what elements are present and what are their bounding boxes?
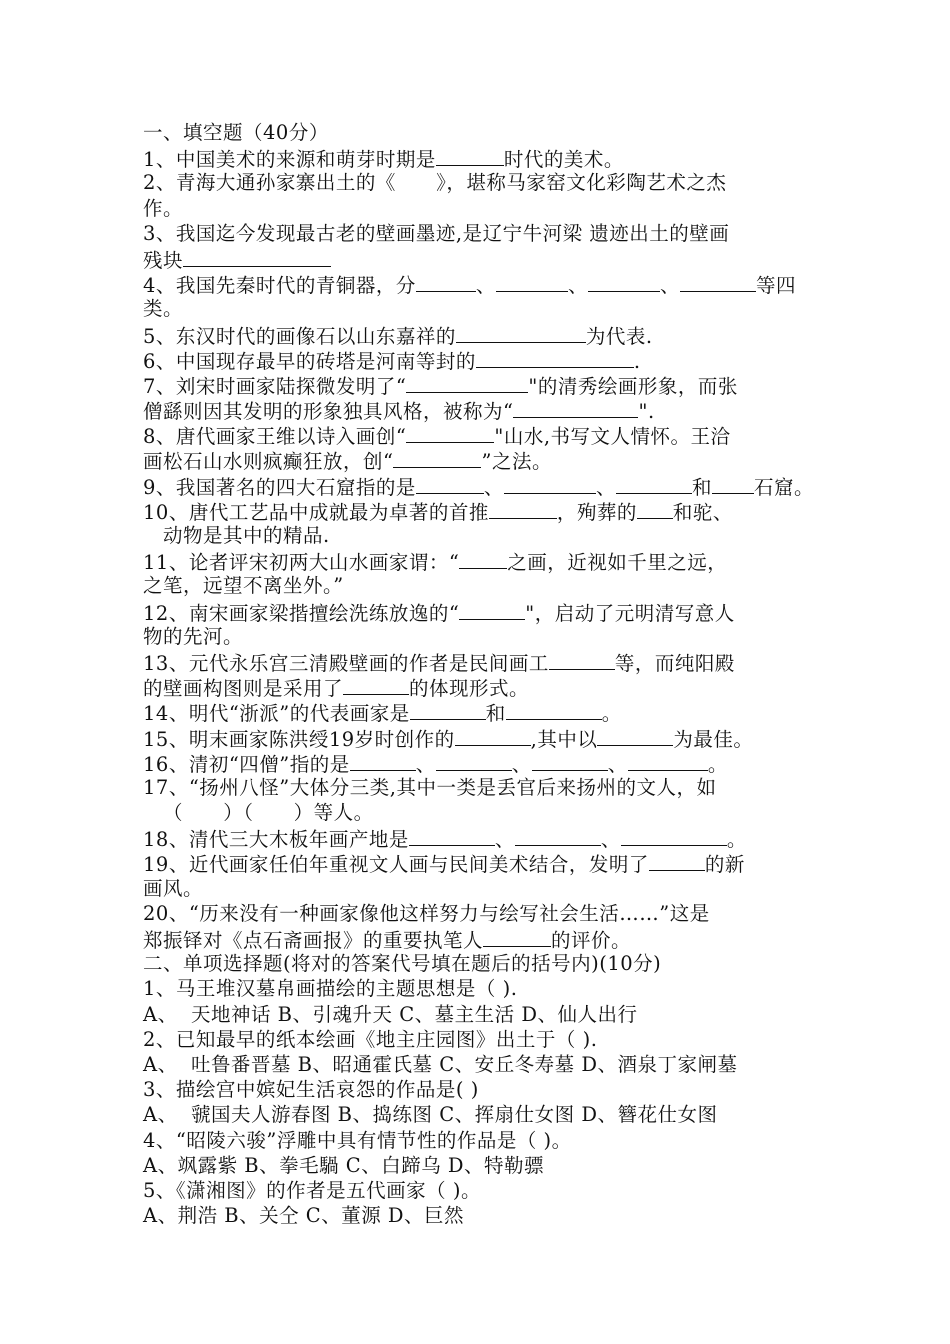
line-text-continued: 。 (707, 752, 728, 776)
answer-blank[interactable] (680, 271, 756, 292)
line-text-continued: 、 (494, 828, 515, 852)
question-line (143, 825, 809, 850)
answer-blank[interactable] (456, 322, 586, 343)
line-text: 作。 (143, 196, 184, 220)
line-text: 4、“昭陵六骏”浮雕中具有情节性的作品是（ )。 (143, 1128, 572, 1152)
line-text-continued: 、 (475, 274, 496, 298)
line-text-continued: 、 (483, 475, 504, 499)
question-line (143, 1052, 809, 1077)
line-text: 画松石山水则疯癫狂放，创“ (143, 450, 394, 474)
line-text: 20、“历来没有一种画家像他这样努力与绘写社会生活……”这是 (143, 901, 710, 925)
answer-blank[interactable] (515, 825, 601, 846)
question-line (143, 322, 809, 347)
line-text: A、 天地神话 B、引魂升天 C、墓主生活 D、仙人出行 (143, 1002, 638, 1026)
answer-blank[interactable] (513, 397, 638, 418)
question-line (143, 1002, 809, 1027)
line-text: 物的先河。 (143, 624, 244, 648)
line-text: A、 吐鲁番晋墓 B、昭通霍氏墓 C、安丘冬寿墓 D、酒泉丁家闸墓 (143, 1052, 738, 1076)
line-text-continued: 时代的美术。 (503, 148, 624, 172)
question-line (143, 548, 809, 573)
answer-blank[interactable] (350, 750, 416, 771)
question-line (143, 699, 809, 724)
answer-blank[interactable] (406, 422, 494, 443)
line-text: 8、唐代画家王维以诗入画创“ (143, 425, 407, 449)
question-line (143, 800, 809, 825)
line-text-continued: 。 (726, 828, 747, 852)
answer-blank[interactable] (409, 825, 495, 846)
line-text-continued: 、 (595, 475, 616, 499)
line-text-continued: 、 (511, 752, 532, 776)
question-line (143, 725, 809, 750)
line-text: 11、论者评宋初两大山水画家谓：“ (143, 551, 460, 575)
question-line (143, 1128, 809, 1153)
line-text: 15、明末画家陈洪绶19岁时创作的 (143, 727, 455, 751)
exam-page (143, 120, 814, 1228)
question-line (143, 573, 809, 598)
line-text-continued: 、 (567, 274, 588, 298)
question-line (143, 1153, 809, 1178)
line-text: 4、我国先秦时代的青铜器，分 (143, 274, 416, 298)
answer-blank[interactable] (506, 699, 602, 720)
line-text: 类。 (143, 297, 184, 321)
question-line (143, 246, 809, 271)
question-line (143, 447, 809, 472)
question-line (143, 170, 809, 195)
line-text: 3、我国迄今发现最古老的壁画墨迹,是辽宁牛河梁 遗迹出土的壁画 (143, 221, 730, 245)
line-text: 2、青海大通孙家寨出土的《 》，堪称马家窑文化彩陶艺术之杰 (143, 171, 727, 195)
answer-blank[interactable] (436, 145, 504, 166)
question-line (143, 1077, 809, 1102)
question-line (143, 901, 809, 926)
question-line (143, 674, 809, 699)
answer-blank[interactable] (637, 498, 673, 519)
question-line (143, 876, 809, 901)
question-line (143, 750, 809, 775)
answer-blank[interactable] (436, 750, 512, 771)
question-line (143, 196, 809, 221)
line-text: 13、元代永乐宫三清殿壁画的作者是民间画工 (143, 651, 549, 675)
question-line (143, 120, 809, 145)
line-text-continued: 、 (600, 828, 621, 852)
line-text: 二、单项选择题(将对的答案代号填在题后的括号内)(10分) (143, 952, 662, 976)
answer-blank[interactable] (416, 271, 476, 292)
answer-blank[interactable] (410, 699, 486, 720)
line-text: 16、清初“四僧”指的是 (143, 752, 350, 776)
question-line (143, 296, 809, 321)
line-text-continued: 的体现形式。 (409, 677, 530, 701)
line-text: A、飒露紫 B、拳毛騧 C、白蹄乌 D、特勒骠 (143, 1153, 545, 1177)
line-text-continued: 之画，近视如千里之远， (507, 551, 728, 575)
line-text: 一、填空题（40分） (143, 121, 329, 144)
line-text: 19、近代画家任伯年重视文人画与民间美术结合，发明了 (143, 853, 649, 877)
line-text-continued: "的清秀绘画形象，而张 (528, 374, 738, 398)
line-text: 2、已知最早的纸本绘画《地主庄园图》出土于（ ). (143, 1027, 598, 1051)
line-text-continued: 的评价。 (551, 929, 632, 952)
line-text-continued: ,其中以 (530, 727, 598, 751)
line-text: 1、中国美术的来源和萌芽时期是 (143, 148, 436, 172)
question-line (143, 775, 809, 800)
answer-blank[interactable] (459, 548, 507, 569)
answer-blank[interactable] (393, 447, 481, 468)
line-text: 1、马王堆汉墓帛画描绘的主题思想是（ ). (143, 977, 518, 1001)
line-text-continued: 等，而纯阳殿 (614, 651, 735, 675)
line-text-continued: 的新 (704, 853, 745, 877)
question-line (143, 347, 809, 372)
question-line (143, 397, 809, 422)
line-text: 9、我国著名的四大石窟指的是 (143, 475, 416, 499)
question-line (143, 498, 809, 523)
question-line (143, 1027, 809, 1052)
line-text-continued: 。 (601, 702, 622, 726)
question-line (143, 422, 809, 447)
line-text: 之笔，远望不离坐外。” (143, 574, 344, 598)
line-text: 动物是其中的精品. (163, 524, 330, 547)
answer-blank[interactable] (476, 347, 634, 368)
question-line (143, 951, 809, 976)
question-line (143, 649, 809, 674)
line-text-continued: ”之法。 (481, 450, 552, 474)
question-line (143, 624, 809, 649)
line-text: 画风。 (143, 876, 204, 900)
line-text-continued: "，启动了元明清写意人 (525, 601, 735, 625)
line-text: 17、“扬州八怪”大体分三类,其中一类是丢官后来扬州的文人，如 (143, 775, 717, 799)
question-line (143, 221, 809, 246)
line-text: 14、明代“浙派”的代表画家是 (143, 702, 410, 726)
answer-blank[interactable] (489, 498, 557, 519)
question-line (143, 1102, 809, 1127)
question-line (143, 1203, 809, 1228)
answer-blank[interactable] (504, 473, 596, 494)
question-line (143, 599, 809, 624)
question-line (143, 473, 814, 499)
line-text: 残块 (143, 248, 184, 272)
line-text-continued: 、 (415, 752, 436, 776)
line-text: （ ）（ ）等人。 (163, 801, 374, 825)
line-text: A、 虢国夫人游春图 B、捣练图 C、挥扇仕女图 D、簪花仕女图 (143, 1103, 718, 1127)
answer-blank[interactable] (416, 473, 484, 494)
line-text-continued: "山水,书写文人情怀。王洽 (494, 425, 731, 449)
answer-blank[interactable] (496, 271, 568, 292)
answer-blank[interactable] (588, 271, 660, 292)
answer-blank[interactable] (343, 674, 409, 695)
answer-blank[interactable] (621, 825, 727, 846)
line-text: 6、中国现存最早的砖塔是河南等封的 (143, 349, 476, 373)
line-text: 3、描绘宫中嫔妃生活哀怨的作品是( ) (143, 1078, 479, 1102)
line-text: 5、东汉时代的画像石以山东嘉祥的 (143, 324, 456, 348)
line-text: 5、《潇湘图》的作者是五代画家（ )。 (143, 1178, 481, 1202)
question-line (143, 850, 809, 875)
line-text-continued: 为最佳。 (673, 727, 754, 751)
line-text-continued: 等四 (755, 274, 796, 298)
line-text-continued: 和 (485, 702, 506, 726)
answer-blank[interactable] (616, 473, 692, 494)
answer-blank[interactable] (455, 725, 531, 746)
line-text-continued: . (633, 349, 641, 373)
line-text-continued: ，殉葬的 (556, 500, 637, 524)
answer-blank[interactable] (649, 850, 705, 871)
question-line (143, 372, 809, 397)
line-text: 18、清代三大木板年画产地是 (143, 828, 409, 852)
line-text: 12、南宋画家梁揩擅绘洗练放逸的“ (143, 601, 460, 625)
line-text: 僧繇则因其发明的形象独具风格，被称为“ (143, 400, 514, 424)
line-text: 7、刘宋时画家陆探微发明了“ (143, 374, 407, 398)
question-line (143, 1178, 809, 1203)
answer-blank[interactable] (628, 750, 708, 771)
line-text: 郑振铎对《点石斋画报》的重要执笔人 (143, 929, 484, 952)
line-text-continued: 为代表. (585, 324, 653, 348)
question-line (143, 271, 809, 296)
line-text-continued: ". (638, 400, 655, 424)
answer-blank[interactable] (459, 599, 525, 620)
line-text-continued: 和驼、 (672, 500, 733, 524)
line-text-continued: 和 (691, 475, 712, 499)
question-line (143, 523, 809, 548)
question-line (143, 145, 809, 170)
line-text-continued: 、 (659, 274, 680, 298)
answer-blank[interactable] (483, 926, 551, 947)
line-text-continued: 、 (607, 752, 628, 776)
line-text-continued: 石窟。 (753, 475, 814, 499)
answer-blank[interactable] (712, 473, 754, 494)
answer-blank[interactable] (549, 649, 615, 670)
question-line (143, 976, 809, 1001)
line-text: 10、唐代工艺品中成就最为卓著的首推 (143, 500, 489, 524)
answer-blank[interactable] (532, 750, 608, 771)
line-text: A、荆浩 B、关仝 C、董源 D、巨然 (143, 1204, 465, 1228)
answer-blank[interactable] (183, 246, 331, 267)
line-text: 的壁画构图则是采用了 (143, 677, 344, 701)
question-line (143, 926, 809, 951)
answer-blank[interactable] (406, 372, 528, 393)
answer-blank[interactable] (597, 725, 673, 746)
